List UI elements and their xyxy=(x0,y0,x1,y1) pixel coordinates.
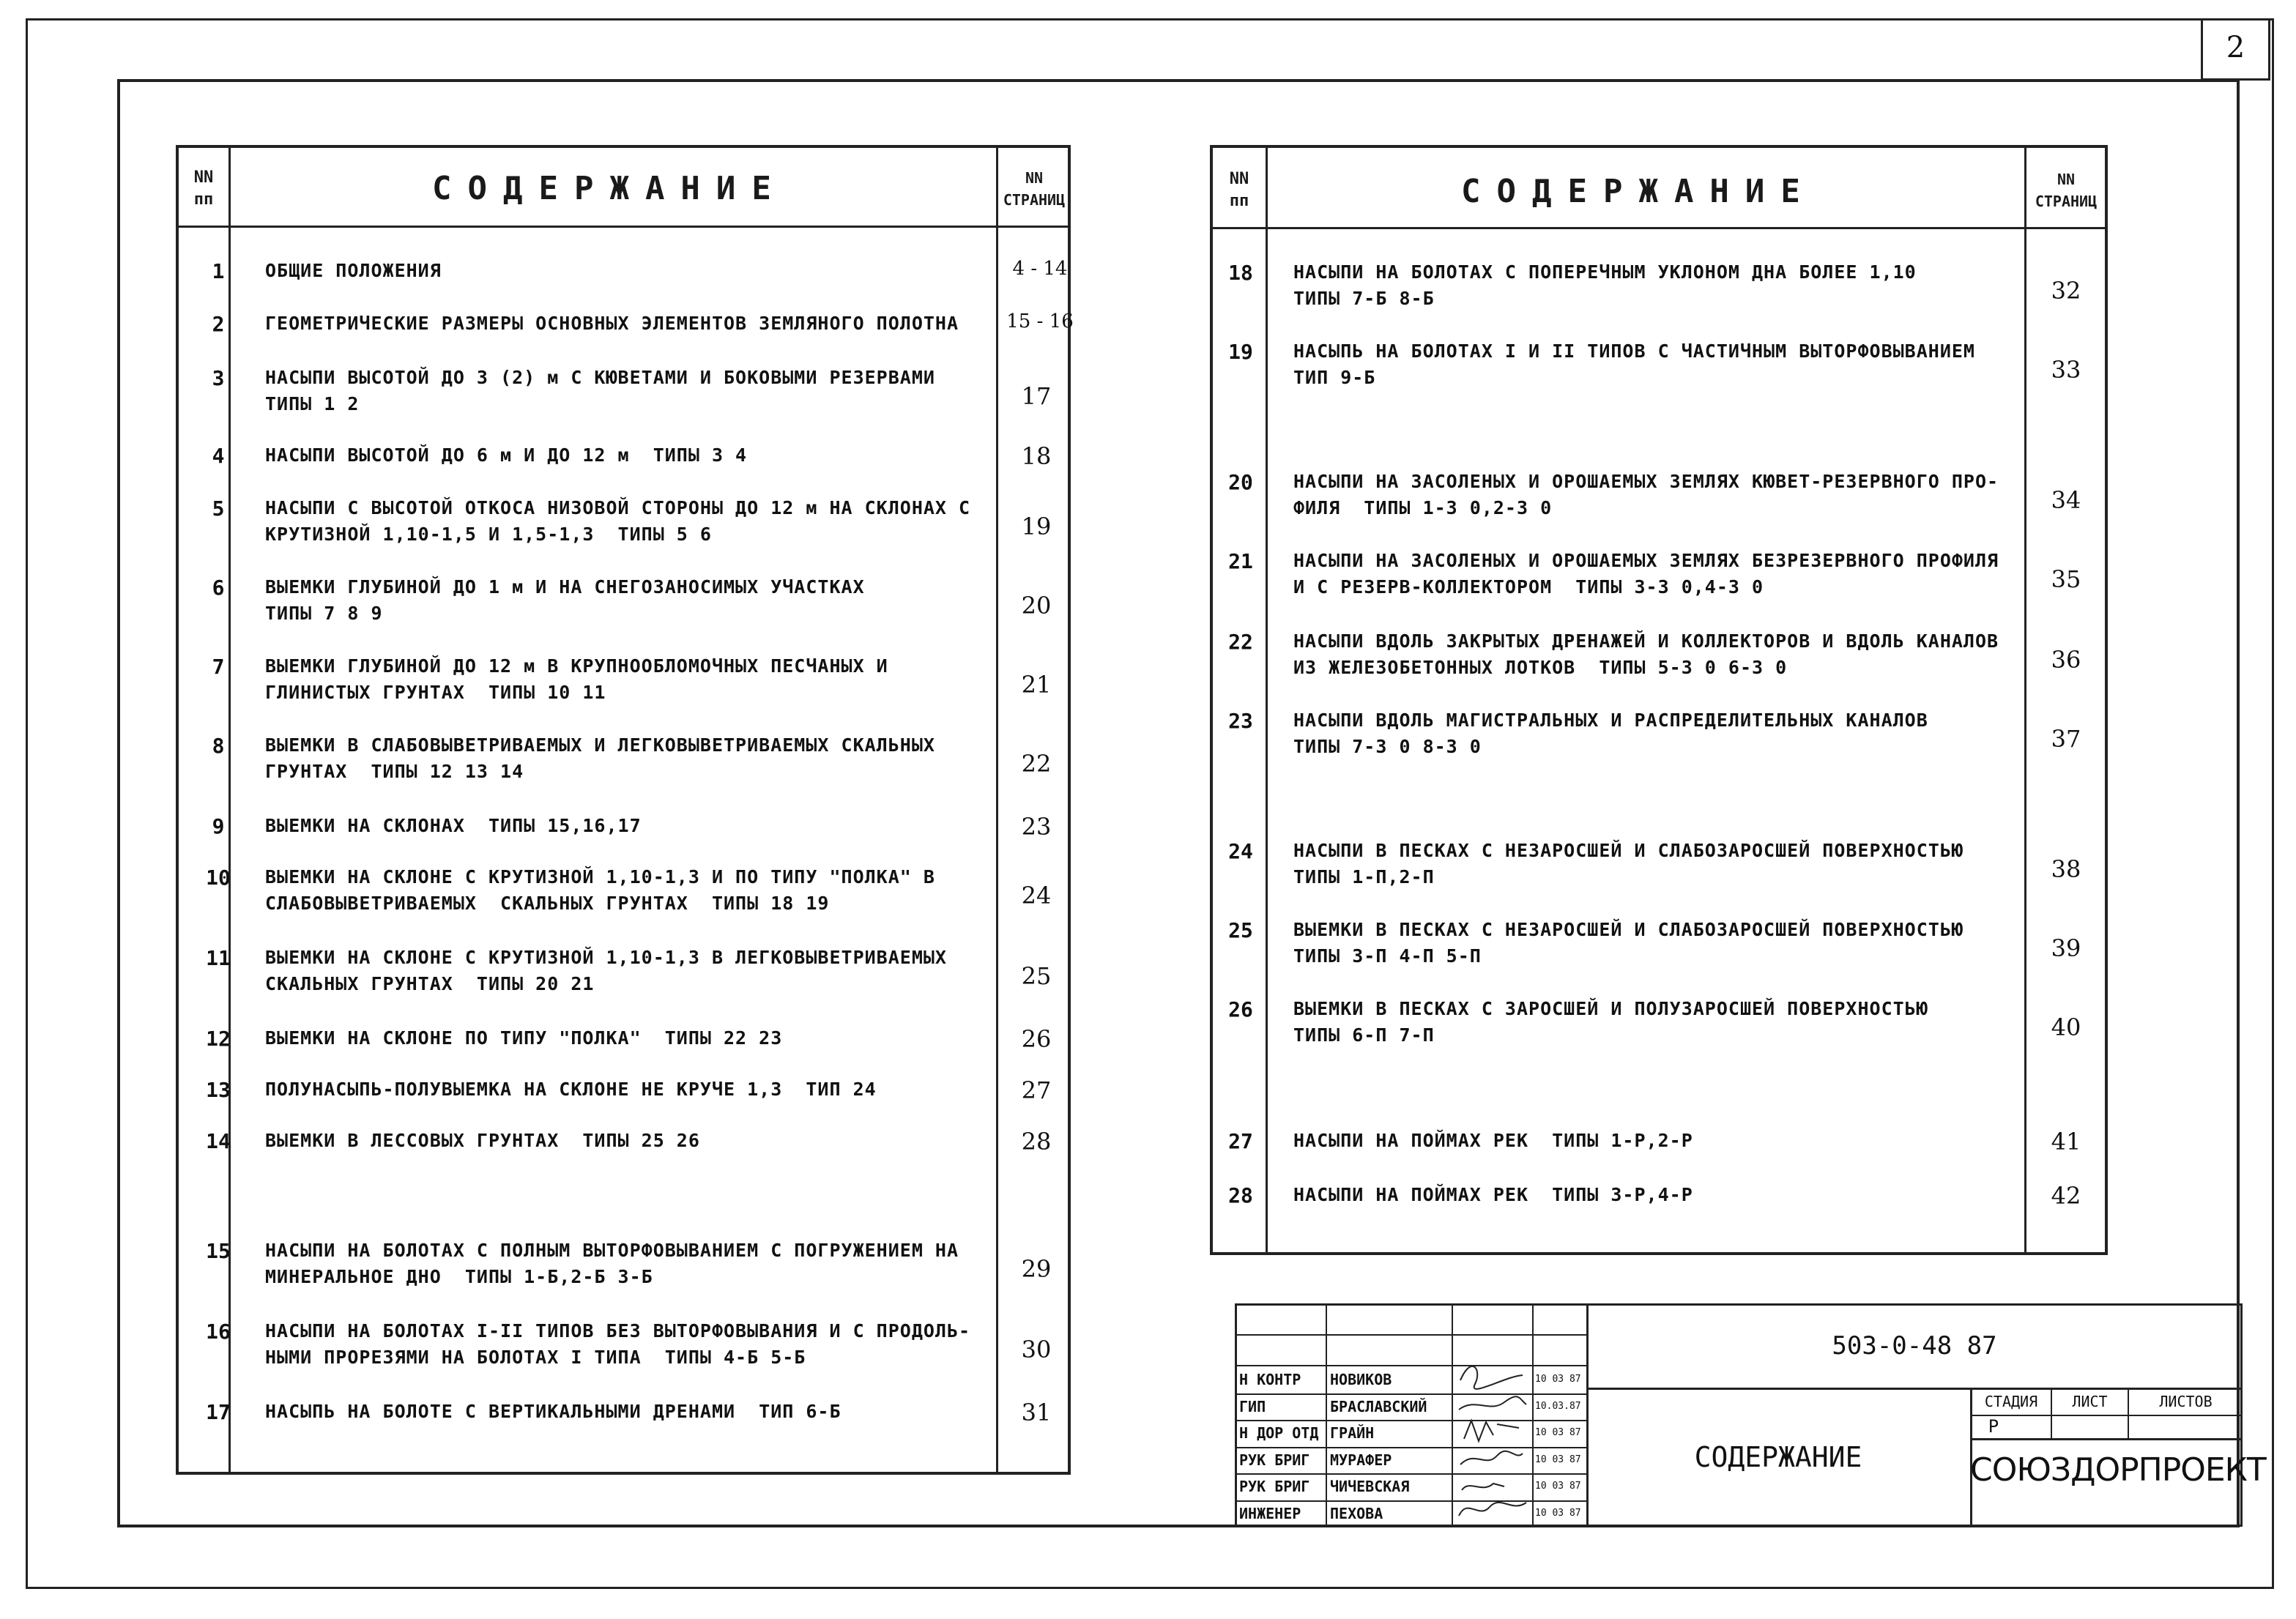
row-page-number: 36 xyxy=(2051,646,2081,674)
row-text: ВЫЕМКИ В ЛЕССОВЫХ ГРУНТАХ ТИПЫ 25 26 xyxy=(265,1130,700,1151)
stage-value: Р xyxy=(1988,1416,1999,1437)
row-text: ВЫЕМКИ НА СКЛОНЕ С КРУТИЗНОЙ 1,10-1,3 И ПО ТИПУ "ПОЛКА" В xyxy=(265,866,935,887)
row-text: ТИПЫ 3-П 4-П 5-П xyxy=(1293,945,1482,967)
row-number: 5 xyxy=(212,496,225,521)
row-text: ТИПЫ 1 2 xyxy=(265,393,360,414)
row-page-number: 28 xyxy=(1021,1128,1052,1155)
stamp-name: ГРАЙН xyxy=(1330,1424,1375,1442)
row-text: НЫМИ ПРОРЕЗЯМИ НА БОЛОТАХ I ТИПА ТИПЫ 4-Б 5-Б xyxy=(265,1347,806,1368)
row-number: 23 xyxy=(1228,709,1253,733)
row-page-number: 41 xyxy=(2051,1128,2081,1155)
signatures-graphic xyxy=(1453,1340,1532,1523)
left-col-page-header: NN СТРАНИЦ xyxy=(1003,169,1066,209)
sheets-label: ЛИСТОВ xyxy=(2159,1393,2213,1410)
row-number: 15 xyxy=(206,1239,231,1263)
left-table-title: СОДЕРЖАНИЕ xyxy=(432,170,787,207)
stamp-date: 10 03 87 xyxy=(1535,1454,1581,1465)
row-text: НАСЫПЬ НА БОЛОТЕ С ВЕРТИКАЛЬНЫМИ ДРЕНАМИ ТИП 6-Б xyxy=(265,1401,842,1422)
row-number: 24 xyxy=(1228,839,1253,863)
stamp-row-divider xyxy=(1235,1500,1586,1502)
sheet-number: 2 xyxy=(2226,31,2245,64)
stamp-grid-h0 xyxy=(1235,1334,1586,1336)
signature-3 xyxy=(1464,1421,1519,1441)
row-text: ПОЛУНАСЫПЬ-ПОЛУВЫЕМКА НА СКЛОНЕ НЕ КРУЧЕ 1,3 ТИП 24 xyxy=(265,1079,877,1100)
signature-1 xyxy=(1460,1366,1523,1389)
row-number: 21 xyxy=(1228,549,1253,573)
row-page-number: 17 xyxy=(1021,382,1052,410)
row-text: ТИПЫ 1-П,2-П xyxy=(1293,866,1435,887)
row-page-number: 21 xyxy=(1021,671,1052,699)
stamp-grid-v1 xyxy=(1326,1303,1327,1527)
row-text: НАСЫПИ НА БОЛОТАХ I-II ТИПОВ БЕЗ ВЫТОРФОВЫВАНИЯ И С ПРОДОЛЬ- xyxy=(265,1320,971,1341)
row-number: 1 xyxy=(212,259,225,283)
row-text: НАСЫПИ НА БОЛОТАХ С ПОЛНЫМ ВЫТОРФОВЫВАНИЕМ С ПОГРУЖЕНИЕМ НА xyxy=(265,1240,959,1261)
row-number: 12 xyxy=(206,1027,231,1051)
row-text: НАСЫПИ НА ЗАСОЛЕНЫХ И ОРОШАЕМЫХ ЗЕМЛЯХ КЮВЕТ-РЕЗЕРВНОГО ПРО- xyxy=(1293,471,1999,492)
signature-5 xyxy=(1462,1484,1504,1490)
row-number: 25 xyxy=(1228,918,1253,942)
row-page-number: 26 xyxy=(1021,1025,1052,1053)
row-text: НАСЫПИ ВДОЛЬ ЗАКРЫТЫХ ДРЕНАЖЕЙ И КОЛЛЕКТОРОВ И ВДОЛЬ КАНАЛОВ xyxy=(1293,630,1999,652)
row-number: 19 xyxy=(1228,340,1253,364)
row-number: 4 xyxy=(212,444,225,468)
stamp-name: ЧИЧЕВСКАЯ xyxy=(1330,1478,1410,1495)
row-text: ТИПЫ 7-З 0 8-З 0 xyxy=(1293,736,1482,757)
row-text: НАСЫПИ С ВЫСОТОЙ ОТКОСА НИЗОВОЙ СТОРОНЫ ДО 12 м НА СКЛОНАХ С xyxy=(265,497,971,518)
row-page-number: 37 xyxy=(2051,725,2081,753)
stamp-role: РУК БРИГ xyxy=(1239,1478,1310,1495)
stamp-name: НОВИКОВ xyxy=(1330,1371,1392,1388)
stamp-role: ГИП xyxy=(1239,1397,1266,1415)
row-text: ВЫЕМКИ В СЛАБОВЫВЕТРИВАЕМЫХ И ЛЕГКОВЫВЕТРИВАЕМЫХ СКАЛЬНЫХ xyxy=(265,734,935,756)
row-text: НАСЫПЬ НА БОЛОТАХ I И II ТИПОВ С ЧАСТИЧНЫМ ВЫТОРФОВЫВАНИЕМ xyxy=(1293,340,1975,362)
row-text: НАСЫПИ НА ПОЙМАХ РЕК ТИПЫ 1-Р,2-Р xyxy=(1293,1130,1693,1151)
row-text: НАСЫПИ ВЫСОТОЙ ДО 6 м И ДО 12 м ТИПЫ 3 4 xyxy=(265,444,748,466)
row-number: 11 xyxy=(206,946,231,970)
stamp-grid-h1 xyxy=(1235,1365,1586,1366)
row-text: ФИЛЯ ТИПЫ 1-З 0,2-З 0 xyxy=(1293,497,1553,518)
row-page-number: 29 xyxy=(1021,1255,1052,1283)
organization-name: СОЮЗДОРПРОЕКТ xyxy=(1970,1451,2266,1489)
row-page-number: 15 - 16 xyxy=(1006,310,1074,332)
row-number: 2 xyxy=(212,312,225,336)
row-page-number: 30 xyxy=(1021,1336,1052,1363)
row-text: НАСЫПИ НА ЗАСОЛЕНЫХ И ОРОШАЕМЫХ ЗЕМЛЯХ БЕЗРЕЗЕРВНОГО ПРОФИЛЯ xyxy=(1293,550,1999,571)
row-number: 8 xyxy=(212,734,225,758)
row-page-number: 22 xyxy=(1021,750,1052,778)
row-page-number: 4 - 14 xyxy=(1012,258,1068,280)
row-text: СКАЛЬНЫХ ГРУНТАХ ТИПЫ 20 21 xyxy=(265,973,595,994)
stamp-date: 10 03 87 xyxy=(1535,1427,1581,1438)
right-table-title: СОДЕРЖАНИЕ xyxy=(1461,173,1816,210)
row-page-number: 32 xyxy=(2051,277,2081,305)
row-text: КРУТИЗНОЙ 1,10-1,5 И 1,5-1,3 ТИПЫ 5 6 xyxy=(265,524,712,545)
stamp-code-divider xyxy=(1586,1388,2243,1390)
doc-code: 503-0-48 87 xyxy=(1832,1331,1997,1361)
row-page-number: 33 xyxy=(2051,356,2081,384)
row-number: 3 xyxy=(212,366,225,390)
stamp-row-divider xyxy=(1235,1473,1586,1475)
row-page-number: 19 xyxy=(1021,513,1052,540)
row-text: НАСЫПИ НА БОЛОТАХ С ПОПЕРЕЧНЫМ УКЛОНОМ ДНА БОЛЕЕ 1,10 xyxy=(1293,261,1917,283)
right-table-col2-divider xyxy=(2024,145,2026,1255)
stamp-grid-v3 xyxy=(1532,1303,1534,1527)
row-page-number: 20 xyxy=(1021,592,1052,619)
row-number: 13 xyxy=(206,1078,231,1102)
stamp-row-divider xyxy=(1235,1420,1586,1421)
row-number: 17 xyxy=(206,1400,231,1424)
row-number: 10 xyxy=(206,866,231,890)
stamp-row-divider xyxy=(1235,1447,1586,1448)
row-text: ИЗ ЖЕЛЕЗОБЕТОННЫХ ЛОТКОВ ТИПЫ 5-З 0 6-З 0 xyxy=(1293,657,1788,678)
row-number: 27 xyxy=(1228,1129,1253,1153)
stamp-title: СОДЕРЖАНИЕ xyxy=(1694,1441,1862,1473)
row-page-number: 42 xyxy=(2051,1182,2081,1210)
left-col-num-header: NN пп xyxy=(193,168,214,209)
row-page-number: 35 xyxy=(2051,565,2081,593)
left-table-col2-divider xyxy=(996,145,998,1475)
row-text: ВЫЕМКИ В ПЕСКАХ С НЕЗАРОСШЕЙ И СЛАБОЗАРОСШЕЙ ПОВЕРХНОСТЬЮ xyxy=(1293,919,1964,940)
row-number: 20 xyxy=(1228,470,1253,494)
row-number: 9 xyxy=(212,814,225,838)
stamp-role: ИНЖЕНЕР xyxy=(1239,1504,1301,1522)
row-text: ТИПЫ 7 8 9 xyxy=(265,603,383,624)
stamp-name: БРАСЛАВСКИЙ xyxy=(1330,1397,1427,1415)
row-text: ВЫЕМКИ ГЛУБИНОЙ ДО 12 м В КРУПНООБЛОМОЧНЫХ ПЕСЧАНЫХ И xyxy=(265,655,888,677)
row-page-number: 39 xyxy=(2051,934,2081,962)
signature-4 xyxy=(1460,1451,1523,1464)
row-text: ГЛИНИСТЫХ ГРУНТАХ ТИПЫ 10 11 xyxy=(265,682,606,703)
right-col-num-header: NN пп xyxy=(1229,170,1249,210)
row-page-number: 38 xyxy=(2051,855,2081,883)
row-page-number: 24 xyxy=(1021,882,1052,909)
right-table-header-divider xyxy=(1210,227,2108,229)
right-table-col1-divider xyxy=(1266,145,1268,1255)
row-number: 16 xyxy=(206,1320,231,1344)
row-page-number: 27 xyxy=(1021,1076,1052,1104)
row-number: 22 xyxy=(1228,630,1253,654)
row-text: НАСЫПИ ВЫСОТОЙ ДО 3 (2) м С КЮВЕТАМИ И БОКОВЫМИ РЕЗЕРВАМИ xyxy=(265,367,935,388)
row-text: НАСЫПИ В ПЕСКАХ С НЕЗАРОСШЕЙ И СЛАБОЗАРОСШЕЙ ПОВЕРХНОСТЬЮ xyxy=(1293,840,1964,861)
sheet-label: ЛИСТ xyxy=(2072,1393,2108,1410)
row-number: 28 xyxy=(1228,1183,1253,1207)
left-table-col1-divider xyxy=(229,145,231,1475)
row-number: 7 xyxy=(212,655,225,679)
signature-6 xyxy=(1459,1503,1526,1516)
stamp-role: РУК БРИГ xyxy=(1239,1451,1310,1469)
stamp-date: 10 03 87 xyxy=(1535,1507,1581,1519)
row-text: И С РЕЗЕРВ-КОЛЛЕКТОРОМ ТИПЫ 3-З 0,4-З 0 xyxy=(1293,576,1764,598)
stamp-row-divider xyxy=(1235,1393,1586,1395)
row-page-number: 34 xyxy=(2051,486,2081,514)
left-table-header-divider xyxy=(176,226,1071,228)
stamp-name: ПЕХОВА xyxy=(1330,1504,1383,1522)
row-text: ОБЩИЕ ПОЛОЖЕНИЯ xyxy=(265,260,442,281)
row-number: 26 xyxy=(1228,997,1253,1021)
row-number: 6 xyxy=(212,576,225,600)
row-text: ВЫЕМКИ НА СКЛОНЕ ПО ТИПУ "ПОЛКА" ТИПЫ 22 23 xyxy=(265,1027,783,1049)
row-text: НАСЫПИ ВДОЛЬ МАГИСТРАЛЬНЫХ И РАСПРЕДЕЛИТЕЛЬНЫХ КАНАЛОВ xyxy=(1293,710,1928,731)
right-col-page-header: NN СТРАНИЦ xyxy=(2035,171,2098,210)
row-text: ТИПЫ 7-Б 8-Б xyxy=(1293,288,1435,309)
row-text: ГЕОМЕТРИЧЕСКИЕ РАЗМЕРЫ ОСНОВНЫХ ЭЛЕМЕНТОВ ЗЕМЛЯНОГО ПОЛОТНА xyxy=(265,313,959,334)
row-text: ТИПЫ 6-П 7-П xyxy=(1293,1024,1435,1046)
row-text: ВЫЕМКИ В ПЕСКАХ С ЗАРОСШЕЙ И ПОЛУЗАРОСШЕЙ ПОВЕРХНОСТЬЮ xyxy=(1293,998,1928,1019)
stamp-role: Н ДОР ОТД xyxy=(1239,1424,1319,1442)
signature-2 xyxy=(1459,1396,1526,1410)
row-text: ВЫЕМКИ ГЛУБИНОЙ ДО 1 м И НА СНЕГОЗАНОСИМЫХ УЧАСТКАХ xyxy=(265,576,865,598)
row-text: ВЫЕМКИ НА СКЛОНЕ С КРУТИЗНОЙ 1,10-1,3 В ЛЕГКОВЫВЕТРИВАЕМЫХ xyxy=(265,947,947,968)
stage-grid-h2 xyxy=(1970,1438,2243,1440)
row-number: 18 xyxy=(1228,261,1253,285)
row-page-number: 25 xyxy=(1021,962,1052,990)
row-text: НАСЫПИ НА ПОЙМАХ РЕК ТИПЫ 3-Р,4-Р xyxy=(1293,1184,1693,1205)
row-page-number: 23 xyxy=(1021,813,1052,841)
row-text: ТИП 9-Б xyxy=(1293,367,1376,388)
row-page-number: 31 xyxy=(1021,1399,1052,1426)
row-text: ГРУНТАХ ТИПЫ 12 13 14 xyxy=(265,761,524,782)
stage-label: СТАДИЯ xyxy=(1984,1393,2038,1410)
row-text: СЛАБОВЫВЕТРИВАЕМЫХ СКАЛЬНЫХ ГРУНТАХ ТИПЫ 18 19 xyxy=(265,893,830,914)
stamp-role: Н КОНТР xyxy=(1239,1371,1301,1388)
row-page-number: 40 xyxy=(2051,1013,2081,1041)
stamp-date: 10 03 87 xyxy=(1535,1374,1581,1385)
stamp-date: 10.03.87 xyxy=(1535,1400,1581,1412)
stamp-name: МУРАФЕР xyxy=(1330,1451,1392,1469)
row-text: МИНЕРАЛЬНОЕ ДНО ТИПЫ 1-Б,2-Б 3-Б xyxy=(265,1266,653,1287)
row-number: 14 xyxy=(206,1129,231,1153)
row-page-number: 18 xyxy=(1021,442,1052,470)
stamp-date: 10 03 87 xyxy=(1535,1481,1581,1492)
row-text: ВЫЕМКИ НА СКЛОНАХ ТИПЫ 15,16,17 xyxy=(265,815,642,836)
